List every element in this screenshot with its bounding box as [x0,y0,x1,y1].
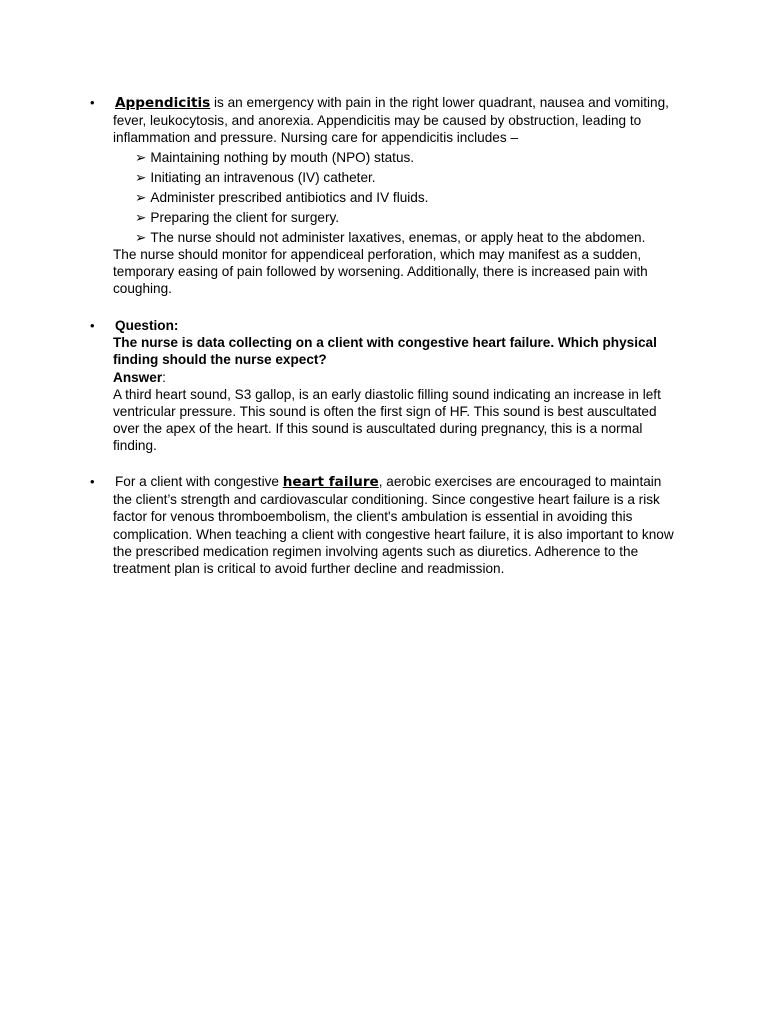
arrow-icon: ➢ [135,229,147,245]
list-item [135,209,683,226]
heart-failure-lead: For a client with congestive [115,474,283,489]
appendicitis-closing: The nurse should monitor for appendiceal perforation, which may manifest as a sudden, temporary easing of pain followed by worsening. Additionally, there is increased pain with coughing. [113,246,648,297]
bullet-marker: • [90,318,95,333]
heart-failure-paragraph [113,473,683,577]
bullet-marker: • [90,95,95,110]
list-item [135,169,683,186]
arrow-icon: ➢ [135,169,147,185]
nursing-care-list [135,149,683,246]
appendicitis-term: Appendicitis [115,95,211,111]
question-label: Question: [115,318,179,333]
answer-text: A third heart sound, S3 gallop, is an early diastolic filling sound indicating an increase in left ventricular pressure. This sound is often the first sign of HF. This sound is best auscultated over the apex of the heart. If this sound is auscultated during pregnancy, this is a normal finding. [113,386,661,454]
question-text: The nurse is data collecting on a client with congestive heart failure. Which physical finding should the nurse expect? [113,335,657,368]
list-item-text: Initiating an intravenous (IV) catheter. [150,169,376,185]
answer-heading [113,369,683,386]
heart-failure-term: heart failure [282,474,379,490]
answer-label: Answer [113,369,163,385]
list-item-text: Preparing the client for surgery. [150,209,340,225]
heart-failure-body: , aerobic exercises are encouraged to maintain the client’s strength and cardiovascular conditioning. Since congestive heart failure is a risk factor for venous thromboembolism, the client's ambulation is essential in avoiding this complication. When teaching a client with congestive heart failure, it is also important to know the prescribed medication regimen involving agents such as diuretics. Adherence to the treatment plan is critical to avoid further decline and readmission. [113,474,674,577]
bullet-marker: • [90,474,95,489]
appendicitis-section [90,94,683,297]
arrow-icon: ➢ [135,209,147,225]
list-item-text: Administer prescribed antibiotics and IV fluids. [150,189,429,205]
heart-failure-section [90,473,683,577]
list-item [135,229,683,246]
list-item [135,149,683,166]
appendicitis-intro [113,94,683,147]
list-item [135,189,683,206]
list-item-text: The nurse should not administer laxatives, enemas, or apply heat to the abdomen. [150,229,646,245]
appendicitis-intro-text: is an emergency with pain in the right lower quadrant, nausea and vomiting, fever, leukocytosis, and anorexia. Appendicitis may be caused by obstruction, leading to inflammation and pressure. Nursing care for appendicitis includes – [113,95,669,146]
arrow-icon: ➢ [135,149,147,165]
arrow-icon: ➢ [135,189,147,205]
answer-colon: : [162,369,166,385]
question-section [90,317,683,455]
list-item-text: Maintaining nothing by mouth (NPO) status. [150,149,415,165]
